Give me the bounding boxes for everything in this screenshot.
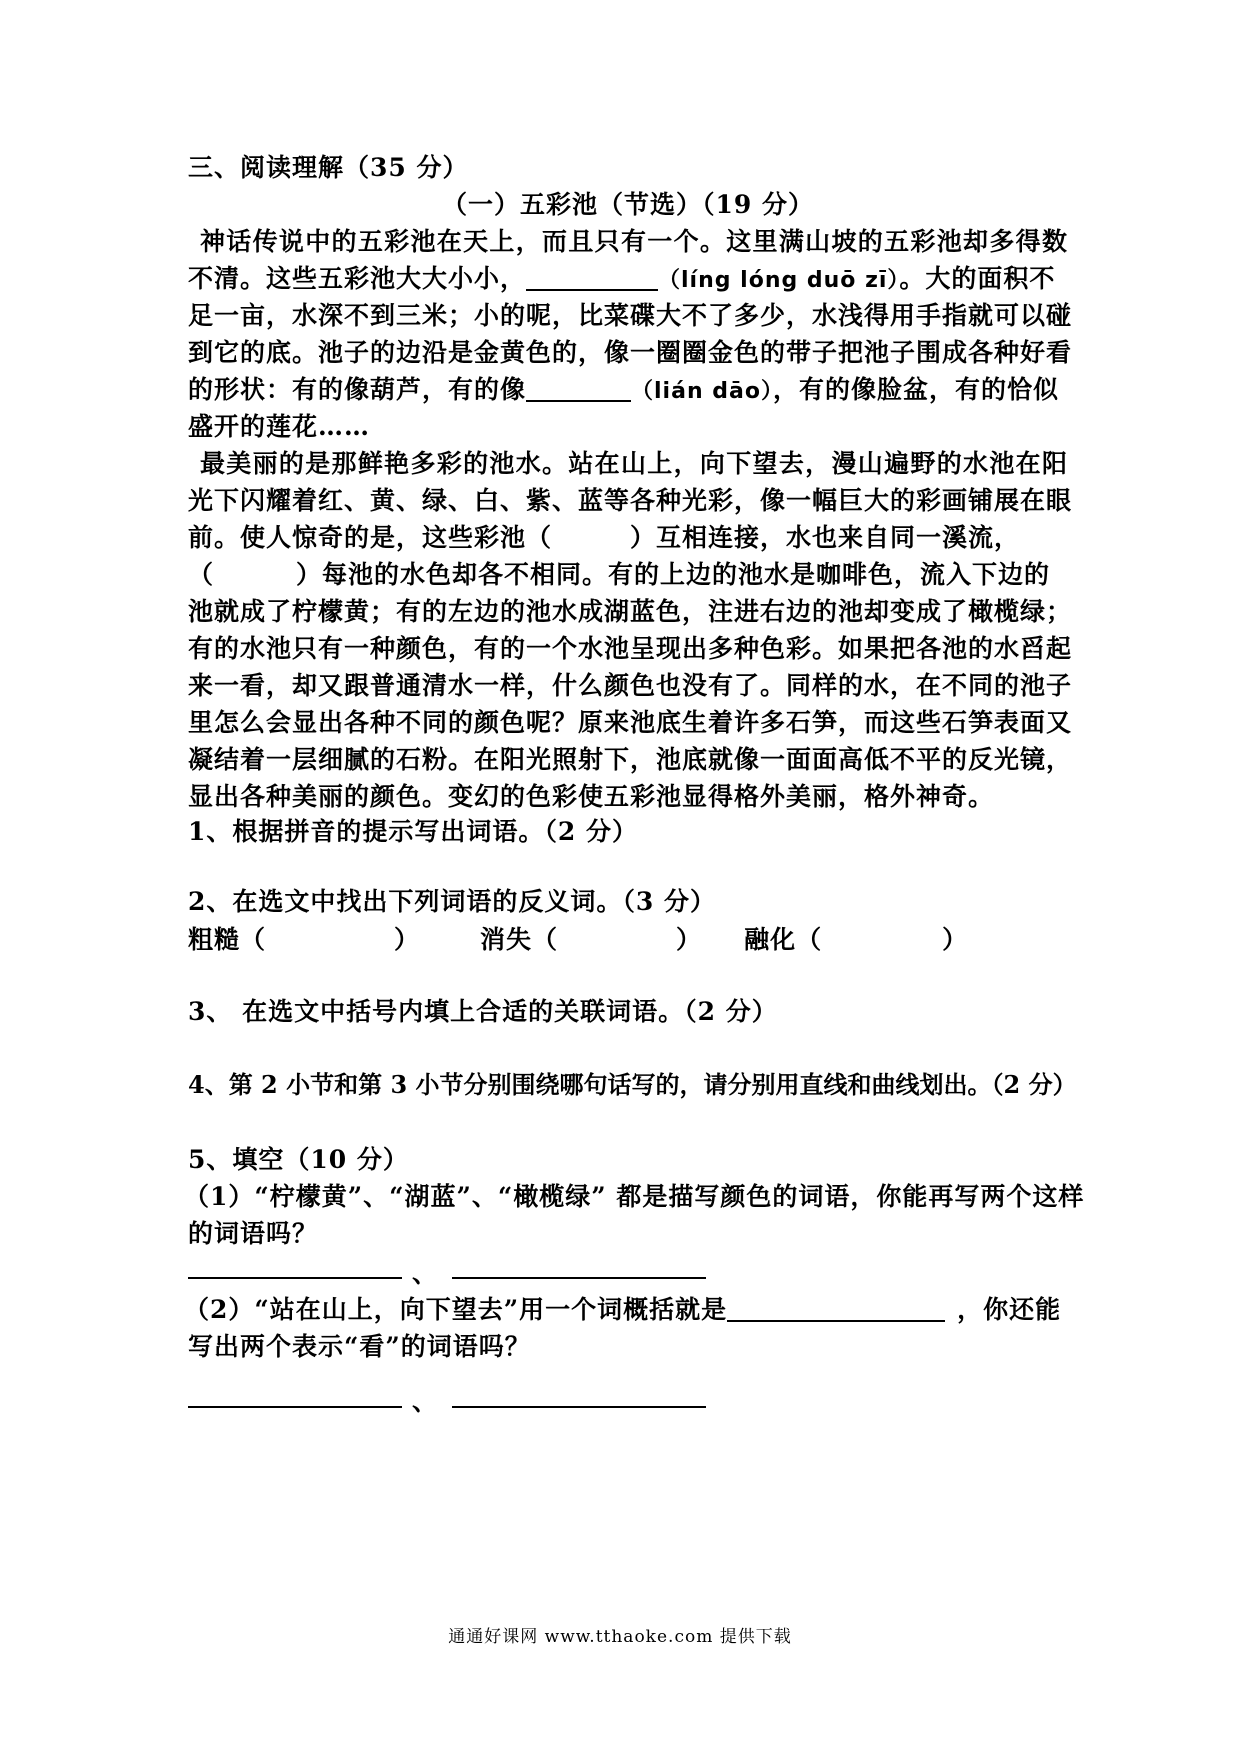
- question-4: 4、第 2 小节和第 3 小节分别围绕哪句话写的，请分别用直线和曲线划出。（2 分）: [188, 1070, 1077, 1099]
- answer-line-4[interactable]: [452, 1406, 706, 1408]
- answer-line-1[interactable]: [188, 1277, 402, 1279]
- antonym-word-2: 消失（: [480, 925, 559, 954]
- p2-line-9: 凝结着一层细腻的石粉。在阳光照射下，池底就像一面面高低不平的反光镜，: [188, 745, 1073, 774]
- p2-line-1: 最美丽的是那鲜艳多彩的池水。站在山上，向下望去，漫山遍野的水池在阳: [200, 449, 1068, 478]
- section-heading: 三、阅读理解（35 分）: [188, 153, 469, 182]
- question-5-2-tail: ，你还能: [957, 1295, 1062, 1324]
- p1-line-5: [188, 370, 1068, 412]
- p2-line-3-tail: ）互相连接，水也来自同一溪流，: [630, 523, 1021, 552]
- p1-line-1: 神话传说中的五彩池在天上，而且只有一个。这里满山坡的五彩池却多得数: [200, 227, 1068, 256]
- question-5-2-text: （2）“站在山上，向下望去”用一个词概括就是: [184, 1295, 728, 1324]
- antonym-word-3: 融化（: [744, 925, 823, 954]
- p1-line-5-tail: ，有的像脸盆，有的恰似: [772, 375, 1059, 404]
- p1-line-2: [188, 259, 1068, 301]
- p2-line-7: 来一看，却又跟普通清水一样，什么颜色也没有了。同样的水，在不同的池子: [188, 671, 1073, 700]
- p1-line-4: 到它的底。池子的边沿是金黄色的，像一圈圈金色的带子把池子围成各种好看: [188, 338, 1073, 367]
- p1-line-2-text: 不清。这些五彩池大大小小，: [188, 264, 527, 293]
- footer-credit: 通通好课网 www.tthaoke.com 提供下载: [448, 1627, 792, 1647]
- question-5: 5、填空（10 分）: [188, 1145, 409, 1174]
- antonym-word-1: 粗糙（: [188, 925, 267, 954]
- p2-line-4-open: （: [188, 560, 215, 589]
- p2-line-3: [188, 518, 1068, 558]
- separator-2: 、: [412, 1387, 438, 1416]
- antonym-close-3: ）: [942, 925, 969, 954]
- question-3: 3、 在选文中括号内填上合适的关联词语。（2 分）: [188, 997, 778, 1026]
- passage-title: （一）五彩池（节选）（19 分）: [442, 190, 814, 219]
- pinyin-hint-1: （líng lóng duō zī）: [658, 268, 900, 293]
- summary-word-blank[interactable]: [727, 1294, 945, 1322]
- pinyin-blank-2[interactable]: [526, 374, 631, 402]
- answer-line-2[interactable]: [452, 1277, 706, 1279]
- p1-line-5-text: 的形状：有的像葫芦，有的像: [188, 375, 527, 404]
- p2-line-2: 光下闪耀着红、黄、绿、白、紫、蓝等各种光彩，像一幅巨大的彩画铺展在眼: [188, 486, 1073, 515]
- question-5-2-line-2: 写出两个表示“看”的词语吗？: [188, 1332, 531, 1361]
- pinyin-hint-2: （lián dāo）: [631, 379, 773, 404]
- answer-line-3[interactable]: [188, 1406, 402, 1408]
- p2-line-10: 显出各种美丽的颜色。变幻的色彩使五彩池显得格外美丽，格外神奇。: [188, 782, 995, 811]
- p2-line-4-tail: ）每池的水色却各不相同。有的上边的池水是咖啡色，流入下边的: [296, 560, 1051, 589]
- p2-line-6: 有的水池只有一种颜色，有的一个水池呈现出多种色彩。如果把各池的水舀起: [188, 634, 1073, 663]
- antonym-close-1: ）: [394, 925, 421, 954]
- p2-line-8: 里怎么会显出各种不同的颜色呢？原来池底生着许多石笋，而这些石笋表面又: [188, 708, 1073, 737]
- question-5-1-line-1: （1）“柠檬黄”、“湖蓝”、“橄榄绿” 都是描写颜色的词语，你能再写两个这样: [184, 1182, 1085, 1211]
- p2-line-3-text: 前。使人惊奇的是，这些彩池（: [188, 523, 553, 552]
- question-2: 2、在选文中找出下列词语的反义词。（3 分）: [188, 887, 716, 916]
- question-5-1-line-2: 的词语吗？: [188, 1219, 319, 1248]
- p1-line-3: 足一亩，水深不到三米；小的呢，比菜碟大不了多少，水浅得用手指就可以碰: [188, 301, 1073, 330]
- pinyin-blank-1[interactable]: [526, 263, 658, 291]
- p2-line-5: 池就成了柠檬黄；有的左边的池水成湖蓝色，注进右边的池却变成了橄榄绿；: [188, 597, 1073, 626]
- p1-line-6: 盛开的莲花……: [188, 412, 371, 441]
- p1-line-2-tail: 。大的面积不: [899, 264, 1056, 293]
- question-5-2-line-1: [184, 1290, 1064, 1330]
- antonym-row: [188, 920, 1068, 960]
- separator-1: 、: [412, 1259, 438, 1288]
- antonym-close-2: ）: [676, 925, 703, 954]
- p2-line-4: [188, 555, 1068, 595]
- question-1: 1、根据拼音的提示写出词语。（2 分）: [188, 817, 638, 846]
